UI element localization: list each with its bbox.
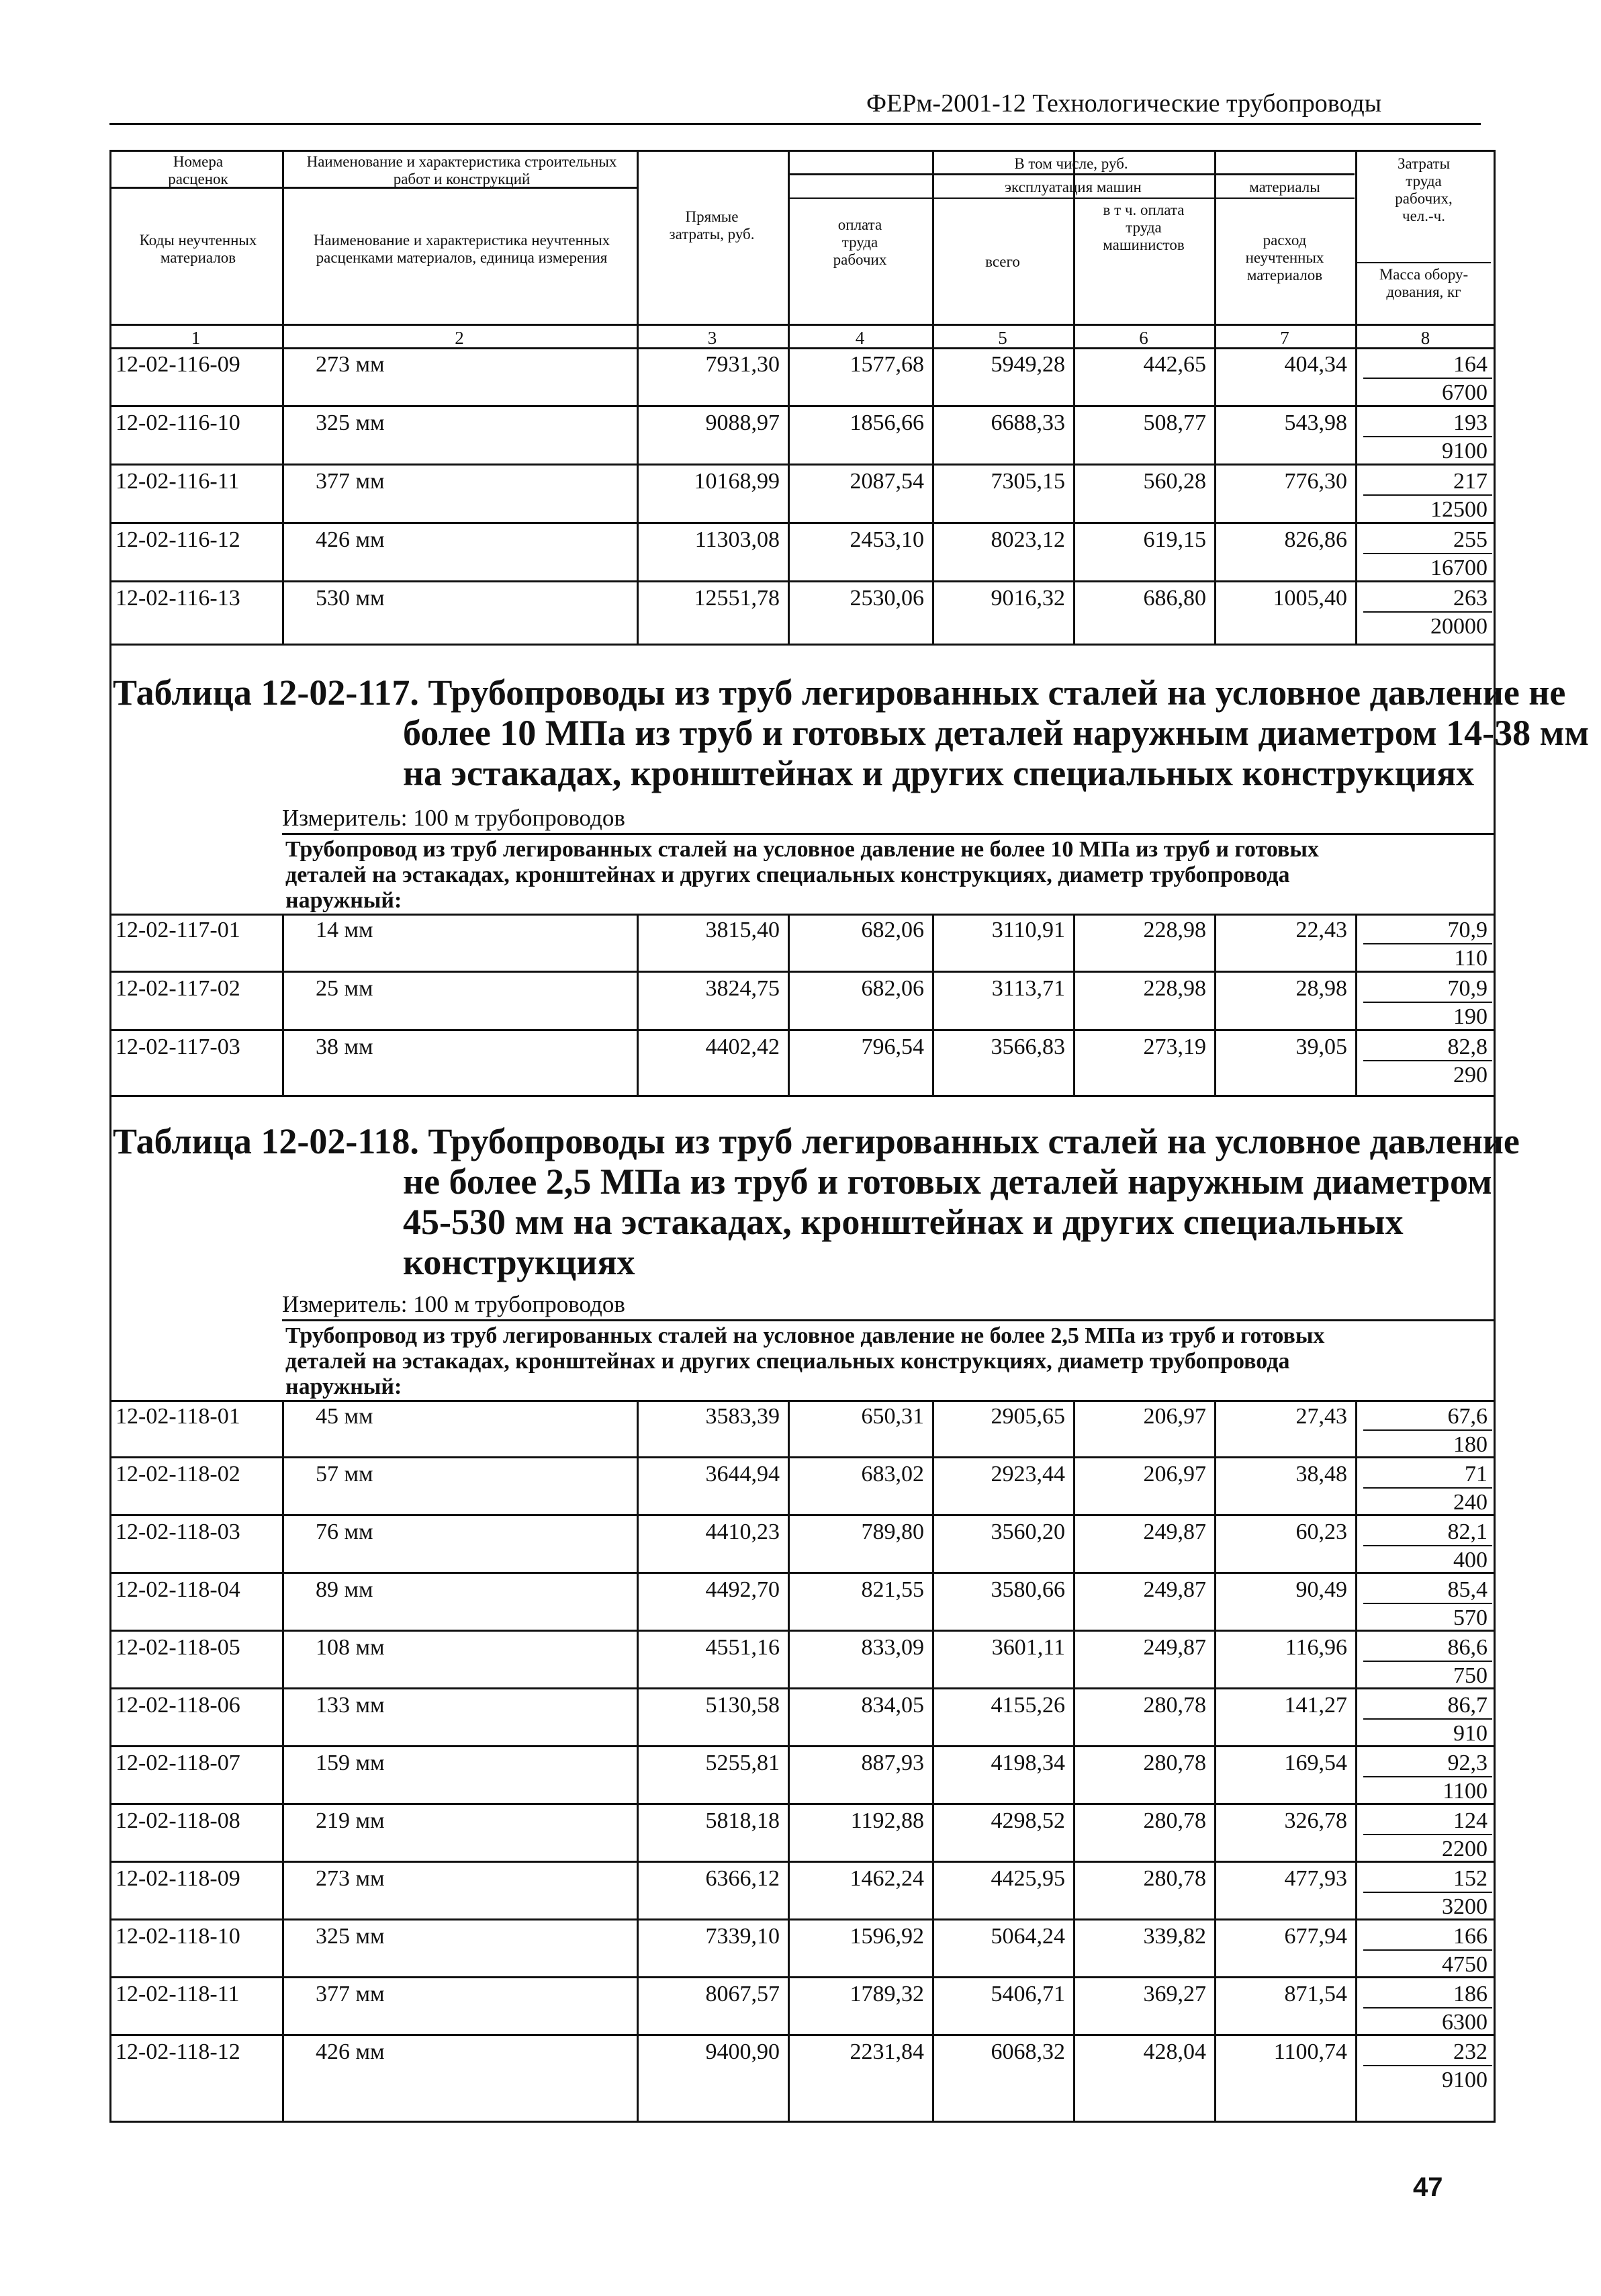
table-117-direct: 3824,75 xyxy=(705,976,780,1001)
table-118-labor: 67,6 xyxy=(1447,1404,1488,1429)
column-number-5: 5 xyxy=(998,328,1007,348)
header-rule xyxy=(109,123,1481,125)
table-117-operators: 228,98 xyxy=(1143,918,1206,942)
table-118-wages: 1462,24 xyxy=(850,1866,924,1891)
table-116-row-divider xyxy=(109,522,1496,524)
table-118-row-divider xyxy=(109,1803,1496,1805)
table-118-labor: 124 xyxy=(1453,1808,1488,1833)
table-118-direct: 3644,94 xyxy=(705,1462,780,1487)
table-118-materials: 169,54 xyxy=(1284,1751,1347,1775)
table-116-code: 12-02-116-13 xyxy=(116,586,240,611)
table-116-direct: 9088,97 xyxy=(705,410,780,435)
table-118-row-divider xyxy=(109,2034,1496,2036)
table-118-machines: 3560,20 xyxy=(991,1519,1065,1544)
header-col7: расход неучтенных материалов xyxy=(1245,232,1324,283)
table-118-code: 12-02-118-12 xyxy=(116,2039,240,2064)
table-118-operators: 280,78 xyxy=(1143,1866,1206,1891)
table-118-machines: 5064,24 xyxy=(991,1924,1065,1949)
table-116-direct: 7931,30 xyxy=(705,352,780,377)
table-118-operators: 280,78 xyxy=(1143,1693,1206,1718)
table-118-labor: 71 xyxy=(1465,1462,1488,1487)
table-118-mass: 180 xyxy=(1453,1432,1488,1457)
table-117-intro-line1: Трубопровод из труб легированных сталей на условное давление не более 10 МПа из труб и готовых xyxy=(285,837,1319,862)
table-116-operators: 560,28 xyxy=(1143,469,1206,494)
table-117-labor: 70,9 xyxy=(1447,976,1488,1001)
table-118-mass: 400 xyxy=(1453,1548,1488,1573)
table-118-machines: 2923,44 xyxy=(991,1462,1065,1487)
table-118-operators: 280,78 xyxy=(1143,1751,1206,1775)
table-116-mass: 16700 xyxy=(1430,556,1488,580)
header-col8-bottom: Масса обору-дования, кг xyxy=(1379,266,1469,300)
table-118-code: 12-02-118-02 xyxy=(116,1462,240,1487)
table-118-machines: 4425,95 xyxy=(991,1866,1065,1891)
table-116-wages: 1577,68 xyxy=(850,352,924,377)
table-118-labor-underline xyxy=(1363,1718,1492,1720)
table-117-direct: 4402,42 xyxy=(705,1034,780,1059)
table-118-direct: 5255,81 xyxy=(705,1751,780,1775)
table-117-bottom-rule xyxy=(109,1095,1496,1097)
table-117-labor-underline xyxy=(1363,943,1492,944)
table-116-mass: 6700 xyxy=(1442,380,1488,405)
column-number-1: 1 xyxy=(191,328,201,348)
header-bottom-rule xyxy=(109,324,1496,326)
table-116-operators: 619,15 xyxy=(1143,527,1206,552)
table-117-row-divider xyxy=(109,971,1496,973)
table-118-row-divider xyxy=(109,1630,1496,1632)
table-118-machines: 2905,65 xyxy=(991,1404,1065,1429)
table-118-operators: 428,04 xyxy=(1143,2039,1206,2064)
table-116-labor: 263 xyxy=(1453,586,1488,611)
column-number-7: 7 xyxy=(1280,328,1289,348)
table-116-code: 12-02-116-11 xyxy=(116,469,240,494)
table-118-labor-underline xyxy=(1363,1661,1492,1662)
table-117-intro-line3: наружный: xyxy=(285,888,402,913)
header-column-divider xyxy=(788,150,790,347)
table-118-materials: 60,23 xyxy=(1295,1519,1347,1544)
table-116-code: 12-02-116-12 xyxy=(116,527,240,552)
table-118-materials: 116,96 xyxy=(1285,1635,1347,1660)
table-117-materials: 28,98 xyxy=(1295,976,1347,1001)
table-118-title-line2: не более 2,5 МПа из труб и готовых деталей наружным диаметром xyxy=(403,1161,1492,1202)
table-118-row-divider xyxy=(109,1687,1496,1689)
table-116-code: 12-02-116-09 xyxy=(116,352,240,377)
table-116-row-divider xyxy=(109,463,1496,466)
table-117-code: 12-02-117-02 xyxy=(116,976,240,1001)
table-118-name: 76 мм xyxy=(316,1519,373,1544)
table-118-labor-underline xyxy=(1363,1892,1492,1893)
table-116-bottom-rule xyxy=(109,644,1496,646)
table-117-mass: 110 xyxy=(1454,946,1488,971)
table-118-mass: 240 xyxy=(1453,1490,1488,1515)
table-116-mass: 20000 xyxy=(1430,614,1488,639)
table-118-machines: 3580,66 xyxy=(991,1577,1065,1602)
table-117-labor: 82,8 xyxy=(1447,1034,1488,1059)
table-118-direct: 7339,10 xyxy=(705,1924,780,1949)
table-118-name: 45 мм xyxy=(316,1404,373,1429)
header-col1-bottom: Коды неучтенных материалов xyxy=(139,232,257,266)
table-118-materials: 871,54 xyxy=(1284,1982,1347,2006)
table-118-name: 273 мм xyxy=(316,1866,385,1891)
table-116-machines: 9016,32 xyxy=(991,586,1065,611)
table-118-name: 108 мм xyxy=(316,1635,385,1660)
table-116-mass: 9100 xyxy=(1442,439,1488,463)
table-118-mass: 4750 xyxy=(1442,1952,1488,1977)
table-116-mass: 12500 xyxy=(1430,497,1488,522)
table-118-wages: 834,05 xyxy=(861,1693,924,1718)
table-116-labor: 217 xyxy=(1453,469,1488,494)
table-118-operators: 280,78 xyxy=(1143,1808,1206,1833)
table-118-materials: 90,49 xyxy=(1295,1577,1347,1602)
table-118-labor: 82,1 xyxy=(1447,1519,1488,1544)
table-118-wages: 833,09 xyxy=(861,1635,924,1660)
table-116-labor-underline xyxy=(1363,378,1492,379)
table-118-operators: 249,87 xyxy=(1143,1635,1206,1660)
header-subcolumn-divider xyxy=(932,173,934,347)
table-117-materials: 22,43 xyxy=(1295,918,1347,942)
table-118-labor: 86,7 xyxy=(1447,1693,1488,1718)
table-117-row-divider xyxy=(109,1029,1496,1031)
document-header-title: ФЕРм-2001-12 Технологические трубопроводы xyxy=(866,89,1382,118)
table-116-name: 273 мм xyxy=(316,352,385,377)
header-col6: в т ч. оплата труда машинистов xyxy=(1103,202,1185,253)
table-117-materials: 39,05 xyxy=(1295,1034,1347,1059)
table-118-direct: 8067,57 xyxy=(705,1982,780,2006)
table-117-name: 25 мм xyxy=(316,976,373,1001)
table-118-direct: 4492,70 xyxy=(705,1577,780,1602)
table-117-measure: Измеритель: 100 м трубопроводов xyxy=(282,805,625,831)
table-118-mass: 6300 xyxy=(1442,2010,1488,2035)
header-divider-subgroups xyxy=(788,197,1355,199)
table-118-labor: 92,3 xyxy=(1447,1751,1488,1775)
table-116-materials: 1005,40 xyxy=(1273,586,1347,611)
table-118-code: 12-02-118-09 xyxy=(116,1866,240,1891)
table-116-code: 12-02-116-10 xyxy=(116,410,240,435)
table-118-row-divider xyxy=(109,1976,1496,1978)
table-118-intro-line1: Трубопровод из труб легированных сталей на условное давление не более 2,5 МПа из труб и готовых xyxy=(285,1323,1325,1348)
table-116-labor-underline xyxy=(1363,611,1492,613)
table-118-machines: 3601,11 xyxy=(991,1635,1065,1660)
table-118-materials: 1100,74 xyxy=(1273,2039,1347,2064)
table-118-name: 377 мм xyxy=(316,1982,385,2006)
table-116-machines: 8023,12 xyxy=(991,527,1065,552)
table-116-row-divider xyxy=(109,405,1496,407)
column-number-4: 4 xyxy=(855,328,865,348)
header-col3: Прямые затраты, руб. xyxy=(669,208,755,242)
table-118-row-divider xyxy=(109,1918,1496,1920)
table-116-labor: 164 xyxy=(1453,352,1488,377)
header-materials: материалы xyxy=(1249,179,1320,195)
table-118-name: 133 мм xyxy=(316,1693,385,1718)
table-118-materials: 326,78 xyxy=(1284,1808,1347,1833)
table-117-intro-line2: деталей на эстакадах, кронштейнах и других специальных конструкциях, диаметр трубопровода xyxy=(285,863,1290,887)
table-118-labor-underline xyxy=(1363,2007,1492,2008)
table-118-labor: 186 xyxy=(1453,1982,1488,2006)
table-118-materials: 477,93 xyxy=(1284,1866,1347,1891)
table-118-wages: 683,02 xyxy=(861,1462,924,1487)
table-118-machines: 4298,52 xyxy=(991,1808,1065,1833)
table-117-name: 14 мм xyxy=(316,918,373,942)
table-118-code: 12-02-118-04 xyxy=(116,1577,240,1602)
table-116-labor-underline xyxy=(1363,553,1492,554)
table-116-direct: 11303,08 xyxy=(694,527,780,552)
table-118-code: 12-02-118-06 xyxy=(116,1693,240,1718)
table-118-row-divider xyxy=(109,1456,1496,1458)
table-118-labor-underline xyxy=(1363,1545,1492,1546)
header-column-divider xyxy=(637,150,639,347)
table-118-row-divider xyxy=(109,1745,1496,1747)
header-col5: всего xyxy=(985,253,1020,270)
table-118-labor: 232 xyxy=(1453,2039,1488,2064)
table-118-machines: 4155,26 xyxy=(991,1693,1065,1718)
table-118-labor: 86,6 xyxy=(1447,1635,1488,1660)
column-number-2: 2 xyxy=(455,328,464,348)
table-116-row-divider xyxy=(109,580,1496,582)
table-117-title-line3: на эстакадах, кронштейнах и других специальных конструкциях xyxy=(403,753,1475,793)
table-118-measure: Измеритель: 100 м трубопроводов xyxy=(282,1291,625,1317)
table-116-machines: 6688,33 xyxy=(991,410,1065,435)
table-118-mass: 910 xyxy=(1453,1721,1488,1746)
table-118-intro-line3: наружный: xyxy=(285,1374,402,1399)
table-118-machines: 4198,34 xyxy=(991,1751,1065,1775)
table-116-materials: 543,98 xyxy=(1284,410,1347,435)
table-118-name: 159 мм xyxy=(316,1751,385,1775)
table-116-operators: 686,80 xyxy=(1143,586,1206,611)
table-118-title-line3: 45-530 мм на эстакадах, кронштейнах и других специальных xyxy=(403,1202,1404,1242)
table-117-column-divider xyxy=(282,914,284,1095)
table-118-name: 426 мм xyxy=(316,2039,385,2064)
table-118-labor: 166 xyxy=(1453,1924,1488,1949)
header-subcolumn-divider xyxy=(1214,173,1216,347)
table-118-operators: 339,82 xyxy=(1143,1924,1206,1949)
table-118-labor: 152 xyxy=(1453,1866,1488,1891)
column-number-8: 8 xyxy=(1420,328,1430,348)
table-116-materials: 776,30 xyxy=(1284,469,1347,494)
table-117-wages: 682,06 xyxy=(861,976,924,1001)
table-118-materials: 38,48 xyxy=(1295,1462,1347,1487)
table-118-direct: 5818,18 xyxy=(705,1808,780,1833)
page-number: 47 xyxy=(1413,2172,1443,2202)
table-118-name: 325 мм xyxy=(316,1924,385,1949)
table-118-direct: 4551,16 xyxy=(705,1635,780,1660)
table-117-name: 38 мм xyxy=(316,1034,373,1059)
table-116-name: 530 мм xyxy=(316,586,385,611)
table-118-labor-underline xyxy=(1363,2065,1492,2066)
table-118-column-divider xyxy=(282,1400,284,2123)
header-machinery: эксплуатация машин xyxy=(1005,179,1142,195)
table-118-direct: 6366,12 xyxy=(705,1866,780,1891)
table-116-direct: 10168,99 xyxy=(694,469,780,494)
table-117-machines: 3110,91 xyxy=(991,918,1065,942)
table-118-title-line1: Таблица 12-02-118. Трубопроводы из труб легированных сталей на условное давление xyxy=(113,1121,1520,1161)
header-divider-labor-mass xyxy=(1357,262,1491,263)
header-subcolumn-divider xyxy=(1073,197,1075,347)
table-118-operators: 249,87 xyxy=(1143,1519,1206,1544)
table-118-mass: 2200 xyxy=(1442,1837,1488,1861)
table-117-title-line1: Таблица 12-02-117. Трубопроводы из труб легированных сталей на условное давление не xyxy=(113,672,1566,713)
table-118-direct: 5130,58 xyxy=(705,1693,780,1718)
table-118-wages: 650,31 xyxy=(861,1404,924,1429)
header-in-that-number: В том числе, руб. xyxy=(1014,155,1128,172)
table-117-measure-rule xyxy=(282,833,1496,835)
table-117-machines: 3566,83 xyxy=(991,1034,1065,1059)
table-118-direct: 3583,39 xyxy=(705,1404,780,1429)
table-118-operators: 206,97 xyxy=(1143,1462,1206,1487)
header-column-divider xyxy=(282,150,284,347)
table-118-mass: 750 xyxy=(1453,1663,1488,1688)
table-118-labor-underline xyxy=(1363,1949,1492,1951)
table-117-operators: 228,98 xyxy=(1143,976,1206,1001)
table-118-measure-rule xyxy=(282,1319,1496,1321)
table-118-labor-underline xyxy=(1363,1776,1492,1777)
table-118-labor-underline xyxy=(1363,1834,1492,1835)
header-col1-top: Номера расценок xyxy=(168,153,228,187)
table-116-labor: 193 xyxy=(1453,410,1488,435)
table-118-wages: 2231,84 xyxy=(850,2039,924,2064)
table-116-wages: 1856,66 xyxy=(850,410,924,435)
table-118-direct: 9400,90 xyxy=(705,2039,780,2064)
table-117-wages: 682,06 xyxy=(861,918,924,942)
table-117-direct: 3815,40 xyxy=(705,918,780,942)
table-118-top-rule xyxy=(109,1400,1496,1402)
table-118-materials: 677,94 xyxy=(1284,1924,1347,1949)
column-number-6: 6 xyxy=(1139,328,1148,348)
table-118-labor-underline xyxy=(1363,1429,1492,1431)
header-divider-in-that-number xyxy=(788,173,1355,175)
table-118-row-divider xyxy=(109,1514,1496,1516)
table-116-labor-underline xyxy=(1363,494,1492,496)
table-116-name: 377 мм xyxy=(316,469,385,494)
table-118-name: 89 мм xyxy=(316,1577,373,1602)
table-118-machines: 6068,32 xyxy=(991,2039,1065,2064)
header-col2-top: Наименование и характеристика строительных работ и конструкций xyxy=(306,153,617,187)
table-117-labor-underline xyxy=(1363,1002,1492,1003)
table-118-labor-underline xyxy=(1363,1487,1492,1489)
table-118-code: 12-02-118-05 xyxy=(116,1635,240,1660)
header-column-divider xyxy=(1355,150,1357,347)
table-116-machines: 5949,28 xyxy=(991,352,1065,377)
table-118-labor: 85,4 xyxy=(1447,1577,1488,1602)
table-118-code: 12-02-118-10 xyxy=(116,1924,240,1949)
table-118-wages: 1596,92 xyxy=(850,1924,924,1949)
table-116-materials: 404,34 xyxy=(1284,352,1347,377)
table-118-code: 12-02-118-08 xyxy=(116,1808,240,1833)
table-118-operators: 249,87 xyxy=(1143,1577,1206,1602)
table-118-mass: 9100 xyxy=(1442,2068,1488,2092)
table-118-wages: 1192,88 xyxy=(850,1808,924,1833)
table-116-operators: 508,77 xyxy=(1143,410,1206,435)
table-117-operators: 273,19 xyxy=(1143,1034,1206,1059)
table-118-mass: 1100 xyxy=(1443,1779,1488,1804)
table-118-operators: 369,27 xyxy=(1143,1982,1206,2006)
table-116-labor: 255 xyxy=(1453,527,1488,552)
table-116-wages: 2530,06 xyxy=(850,586,924,611)
table-118-code: 12-02-118-01 xyxy=(116,1404,240,1429)
table-118-wages: 821,55 xyxy=(861,1577,924,1602)
table-118-name: 219 мм xyxy=(316,1808,385,1833)
table-118-code: 12-02-118-11 xyxy=(116,1982,240,2006)
table-118-code: 12-02-118-03 xyxy=(116,1519,240,1544)
table-118-materials: 27,43 xyxy=(1295,1404,1347,1429)
table-117-title-line2: более 10 МПа из труб и готовых деталей наружным диаметром 14-38 мм xyxy=(403,713,1590,753)
table-118-labor-underline xyxy=(1363,1603,1492,1604)
table-118-intro-line2: деталей на эстакадах, кронштейнах и других специальных конструкциях, диаметр трубопровода xyxy=(285,1349,1290,1374)
table-117-top-rule xyxy=(109,914,1496,916)
table-118-row-divider xyxy=(109,1861,1496,1863)
column-number-3: 3 xyxy=(707,328,717,348)
table-118-code: 12-02-118-07 xyxy=(116,1751,240,1775)
table-116-wages: 2453,10 xyxy=(850,527,924,552)
table-117-code: 12-02-117-03 xyxy=(116,1034,240,1059)
table-117-wages: 796,54 xyxy=(861,1034,924,1059)
table-118-mass: 3200 xyxy=(1442,1894,1488,1919)
table-117-mass: 290 xyxy=(1453,1063,1488,1088)
table-118-row-divider xyxy=(109,1572,1496,1574)
table-118-mass: 570 xyxy=(1453,1605,1488,1630)
header-col8-top: Затраты труда рабочих, чел.-ч. xyxy=(1395,155,1453,224)
table-117-mass: 190 xyxy=(1453,1004,1488,1029)
table-118-materials: 141,27 xyxy=(1284,1693,1347,1718)
table-118-wages: 887,93 xyxy=(861,1751,924,1775)
table-118-wages: 789,80 xyxy=(861,1519,924,1544)
table-116-name: 426 мм xyxy=(316,527,385,552)
table-118-name: 57 мм xyxy=(316,1462,373,1487)
table-116-name: 325 мм xyxy=(316,410,385,435)
table-116-direct: 12551,78 xyxy=(694,586,780,611)
table-117-machines: 3113,71 xyxy=(991,976,1065,1001)
header-col2-bottom: Наименование и характеристика неучтенных расценками материалов, единица измерения xyxy=(313,232,610,266)
table-118-direct: 4410,23 xyxy=(705,1519,780,1544)
header-col4: оплата труда рабочих xyxy=(833,216,887,268)
table-116-wages: 2087,54 xyxy=(850,469,924,494)
table-117-code: 12-02-117-01 xyxy=(116,918,240,942)
table-116-materials: 826,86 xyxy=(1284,527,1347,552)
table-118-machines: 5406,71 xyxy=(991,1982,1065,2006)
table-117-labor: 70,9 xyxy=(1447,918,1488,942)
table-116-machines: 7305,15 xyxy=(991,469,1065,494)
table-117-labor-underline xyxy=(1363,1060,1492,1061)
table-118-operators: 206,97 xyxy=(1143,1404,1206,1429)
table-118-title-line4: конструкциях xyxy=(403,1242,635,1282)
table-116-operators: 442,65 xyxy=(1143,352,1206,377)
table-116-labor-underline xyxy=(1363,436,1492,437)
table-118-wages: 1789,32 xyxy=(850,1982,924,2006)
